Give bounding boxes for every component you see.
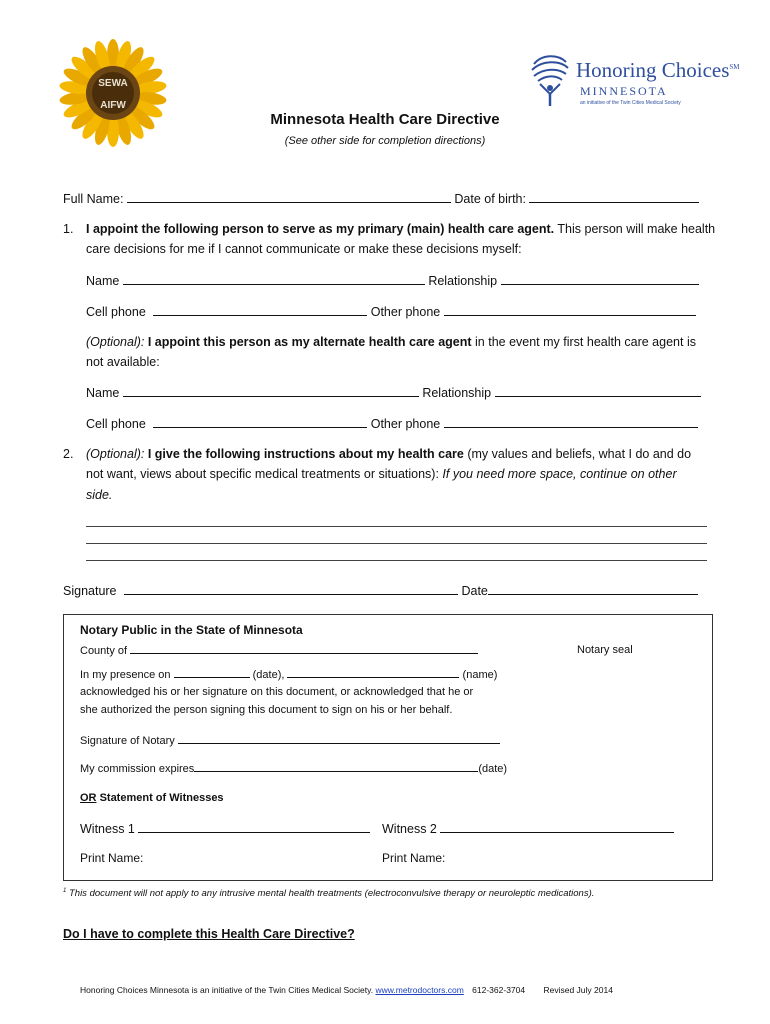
- alternate-relationship-field[interactable]: [495, 385, 701, 397]
- full-name-field[interactable]: [127, 191, 451, 203]
- item2-line1: [86, 447, 691, 461]
- witness2-field[interactable]: [440, 821, 674, 833]
- commission-field[interactable]: [194, 762, 478, 772]
- item2-optional: (Optional):: [86, 447, 145, 461]
- signature-field[interactable]: [124, 583, 458, 595]
- alternate-text-b: not available:: [86, 355, 160, 369]
- instructions-line-1[interactable]: [86, 526, 707, 527]
- alternate-text-a: in the event my first health care agent is: [471, 335, 696, 349]
- agent-cell-field[interactable]: [153, 304, 367, 316]
- faq-heading: Do I have to complete this Health Care Directive?: [63, 927, 355, 941]
- alt-other-phone-label: Other phone: [370, 417, 441, 431]
- alternate-other-phone-field[interactable]: [444, 416, 698, 428]
- witness1-field[interactable]: [138, 821, 370, 833]
- sunflower-logo: [58, 38, 168, 148]
- item2-italic: If you need more space, continue on other: [442, 467, 677, 481]
- witness2-label: Witness 2: [382, 822, 437, 836]
- witness1-row: [80, 821, 370, 836]
- logo-title: Honoring Choices: [576, 58, 730, 82]
- county-row: [80, 644, 478, 657]
- witness1-label: Witness 1: [80, 822, 135, 836]
- item2-text-b: not want, views about specific medical treatments or situations):: [86, 467, 439, 481]
- print-name-1[interactable]: Print Name:: [80, 851, 144, 865]
- presence-label: In my presence on: [80, 669, 171, 681]
- relationship-label: Relationship: [428, 274, 498, 288]
- commission-row: [80, 762, 507, 775]
- alternate-phone-row: [86, 416, 698, 431]
- signature-row: [63, 583, 698, 598]
- item1-line1: [86, 222, 715, 236]
- witness-statement-label: Statement of Witnesses: [99, 792, 224, 804]
- signature-date-field[interactable]: [488, 583, 698, 595]
- agent-name-row: [86, 273, 699, 288]
- presence-date-field[interactable]: [174, 668, 250, 678]
- full-name-label: Full Name:: [63, 192, 124, 206]
- item2-line2: [86, 467, 677, 481]
- footnote-marker: 1: [63, 888, 67, 894]
- alternate-line1: [86, 335, 696, 349]
- item1-number: 1.: [63, 222, 74, 236]
- honoring-choices-logo: [528, 50, 758, 112]
- badge-text-top: SEWA: [98, 78, 128, 89]
- notary-signature-field[interactable]: [178, 734, 500, 744]
- dob-label: Date of birth:: [454, 192, 526, 206]
- alt-relationship-label: Relationship: [422, 386, 492, 400]
- presence-date-label: (date),: [252, 669, 285, 681]
- notary-signature-row: [80, 734, 500, 747]
- logo-sm: SM: [729, 63, 740, 71]
- date-label: Date: [461, 584, 488, 598]
- signature-label: Signature: [63, 584, 117, 598]
- item2-italic-b: side.: [86, 488, 113, 502]
- swirl-figure-icon: [528, 50, 572, 108]
- full-name-row: [63, 191, 699, 206]
- notary-title: Notary Public in the State of Minnesota: [80, 623, 303, 637]
- presence-name-label: (name): [462, 669, 498, 681]
- commission-date-label: (date): [478, 763, 508, 775]
- agent-relationship-field[interactable]: [501, 273, 699, 285]
- item2-bold: I give the following instructions about my health care: [147, 447, 464, 461]
- footnote-text: This document will not apply to any intrusive mental health treatments (electroconvulsive therapy or neuroleptic medications).: [68, 888, 595, 900]
- other-phone-label: Other phone: [370, 305, 441, 319]
- page-subtitle: (See other side for completion directions): [284, 135, 486, 147]
- county-label: County of: [80, 645, 128, 657]
- alternate-name-row: [86, 385, 701, 400]
- instructions-line-3[interactable]: [86, 560, 707, 561]
- alternate-name-field[interactable]: [123, 385, 419, 397]
- presence-name-field[interactable]: [287, 668, 459, 678]
- name-label: Name: [86, 274, 120, 288]
- footer-link[interactable]: www.metrodoctors.com: [375, 985, 464, 995]
- county-field[interactable]: [130, 644, 478, 654]
- notary-seal-label: Notary seal: [577, 644, 633, 656]
- item1-text-b: care decisions for me if I cannot communicate or make these decisions myself:: [86, 242, 522, 256]
- item1-bold: I appoint the following person to serve as my primary (main) health care agent.: [86, 222, 555, 236]
- print-name-2[interactable]: Print Name:: [382, 851, 446, 865]
- presence-row: [80, 668, 497, 681]
- page-title: Minnesota Health Care Directive: [270, 111, 500, 128]
- agent-phone-row: [86, 304, 696, 319]
- notary-signature-label: Signature of Notary: [80, 735, 175, 747]
- item2-number: 2.: [63, 447, 74, 461]
- witness2-row: [382, 821, 674, 836]
- ack-line1: acknowledged his or her signature on this document, or acknowledged that he or: [80, 686, 474, 698]
- witness-heading: [80, 792, 224, 804]
- alt-cell-label: Cell phone: [86, 417, 146, 431]
- footer-revised: Revised July 2014: [543, 985, 613, 995]
- footer-phone: 612-362-3704: [472, 985, 526, 995]
- alt-name-label: Name: [86, 386, 120, 400]
- item2-text-a: (my values and beliefs, what I do and do: [463, 447, 692, 461]
- logo-tagline: an initiative of the Twin Cities Medical Society: [580, 100, 681, 106]
- badge-text-bottom: AIFW: [100, 100, 126, 111]
- ack-line2: she authorized the person signing this document to sign on his or her behalf.: [80, 704, 453, 716]
- agent-name-field[interactable]: [123, 273, 425, 285]
- cell-label: Cell phone: [86, 305, 146, 319]
- instructions-line-2[interactable]: [86, 543, 707, 544]
- item1-text-a: This person will make health: [554, 222, 716, 236]
- alternate-cell-field[interactable]: [153, 416, 367, 428]
- dob-field[interactable]: [529, 191, 699, 203]
- commission-label: My commission expires: [80, 763, 195, 775]
- footer-text: Honoring Choices Minnesota is an initiative of the Twin Cities Medical Society.: [80, 985, 374, 995]
- agent-other-phone-field[interactable]: [444, 304, 696, 316]
- footnote: [63, 888, 594, 899]
- or-label: OR: [80, 792, 97, 804]
- alternate-optional: (Optional):: [86, 335, 145, 349]
- alternate-bold: I appoint this person as my alternate health care agent: [147, 335, 472, 349]
- logo-subtitle: MINNESOTA: [580, 84, 668, 98]
- notary-section: [63, 614, 713, 881]
- page-footer: [80, 985, 613, 995]
